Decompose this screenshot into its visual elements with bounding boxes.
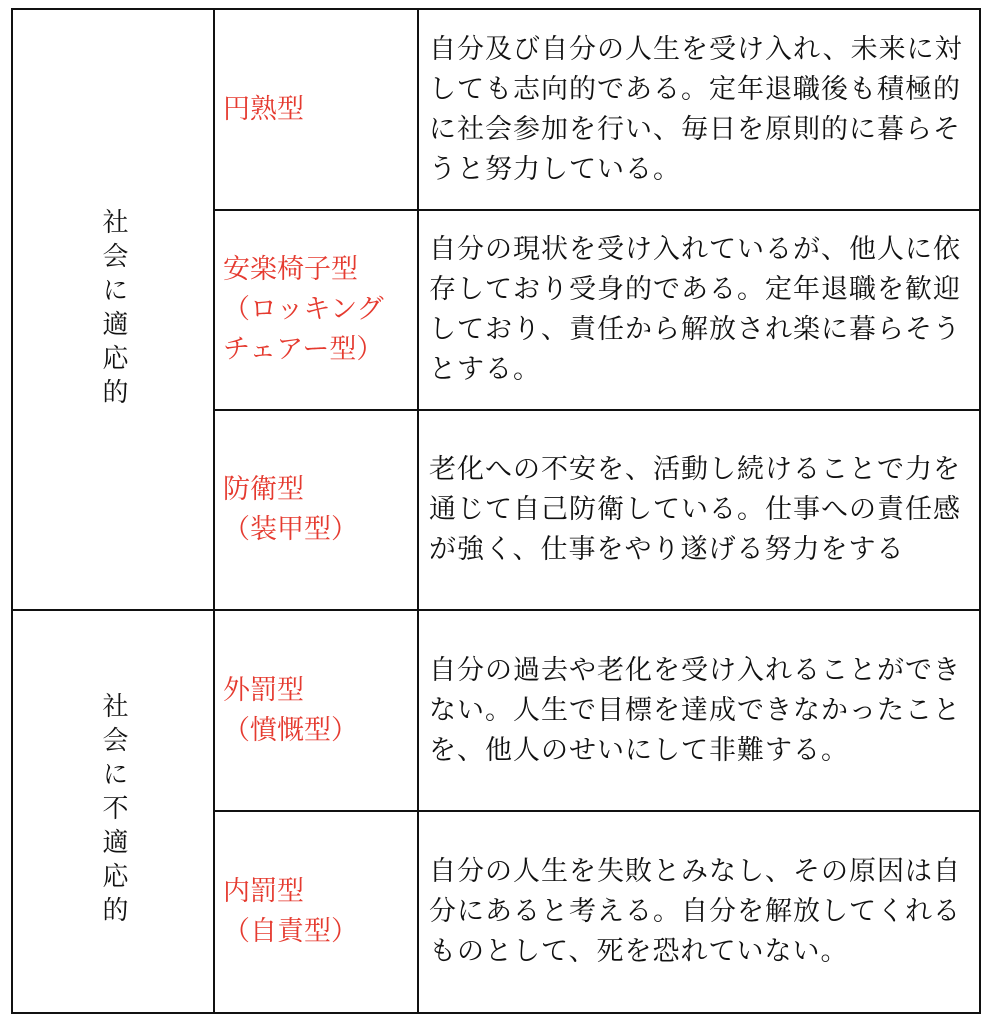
description-cell-5: [419, 811, 979, 1012]
group-label-maladaptive: 社会に不適応的: [98, 692, 128, 930]
description-text: 老化への不安を、活動し続けることで力を通じて自己防衛している。仕事への責任感が強く、仕事をやり遂げる努力をする: [429, 454, 961, 565]
type-label: 外罰型 （憤慨型）: [223, 674, 358, 746]
type-label: 内罰型 （自責型）: [223, 875, 358, 947]
personality-type-table: [11, 8, 981, 1014]
description-text: 自分の過去や老化を受け入れることができない。人生で目標を達成できなかったことを、他人のせいにして非難する。: [429, 654, 961, 766]
type-cell-3: [215, 410, 419, 610]
description-text: 自分の現状を受け入れているが、他人に依存しており受身的である。定年退職を歓迎しており、責任から解放され楽に暮らそうとする。: [429, 234, 961, 385]
group-cell-maladaptive: [13, 610, 215, 1012]
type-label: 円熟型: [223, 94, 304, 125]
row-divider: [215, 209, 979, 211]
group-divider: [13, 609, 979, 611]
group-label-adaptive: 社会に適応的: [98, 208, 128, 412]
type-label: 安楽椅子型 （ロッキング チェアー型）: [223, 254, 384, 365]
type-cell-5: [215, 811, 419, 1012]
group-cell-adaptive: [13, 10, 215, 610]
description-cell-1: [419, 10, 979, 210]
type-label: 防衛型 （装甲型）: [223, 474, 358, 545]
description-cell-2: [419, 210, 979, 410]
row-divider: [215, 409, 979, 411]
description-text: 自分及び自分の人生を受け入れ、未来に対しても志向的である。定年退職後も積極的に社会参加を行い、毎日を原則的に暮らそうと努力している。: [429, 34, 963, 185]
type-cell-4: [215, 610, 419, 811]
type-cell-1: [215, 10, 419, 210]
description-text: 自分の人生を失敗とみなし、その原因は自分にあると考える。自分を解放してくれるものとして、死を恐れていない。: [429, 855, 961, 967]
description-cell-3: [419, 410, 979, 610]
description-cell-4: [419, 610, 979, 811]
row-divider: [215, 810, 979, 812]
type-cell-2: [215, 210, 419, 410]
